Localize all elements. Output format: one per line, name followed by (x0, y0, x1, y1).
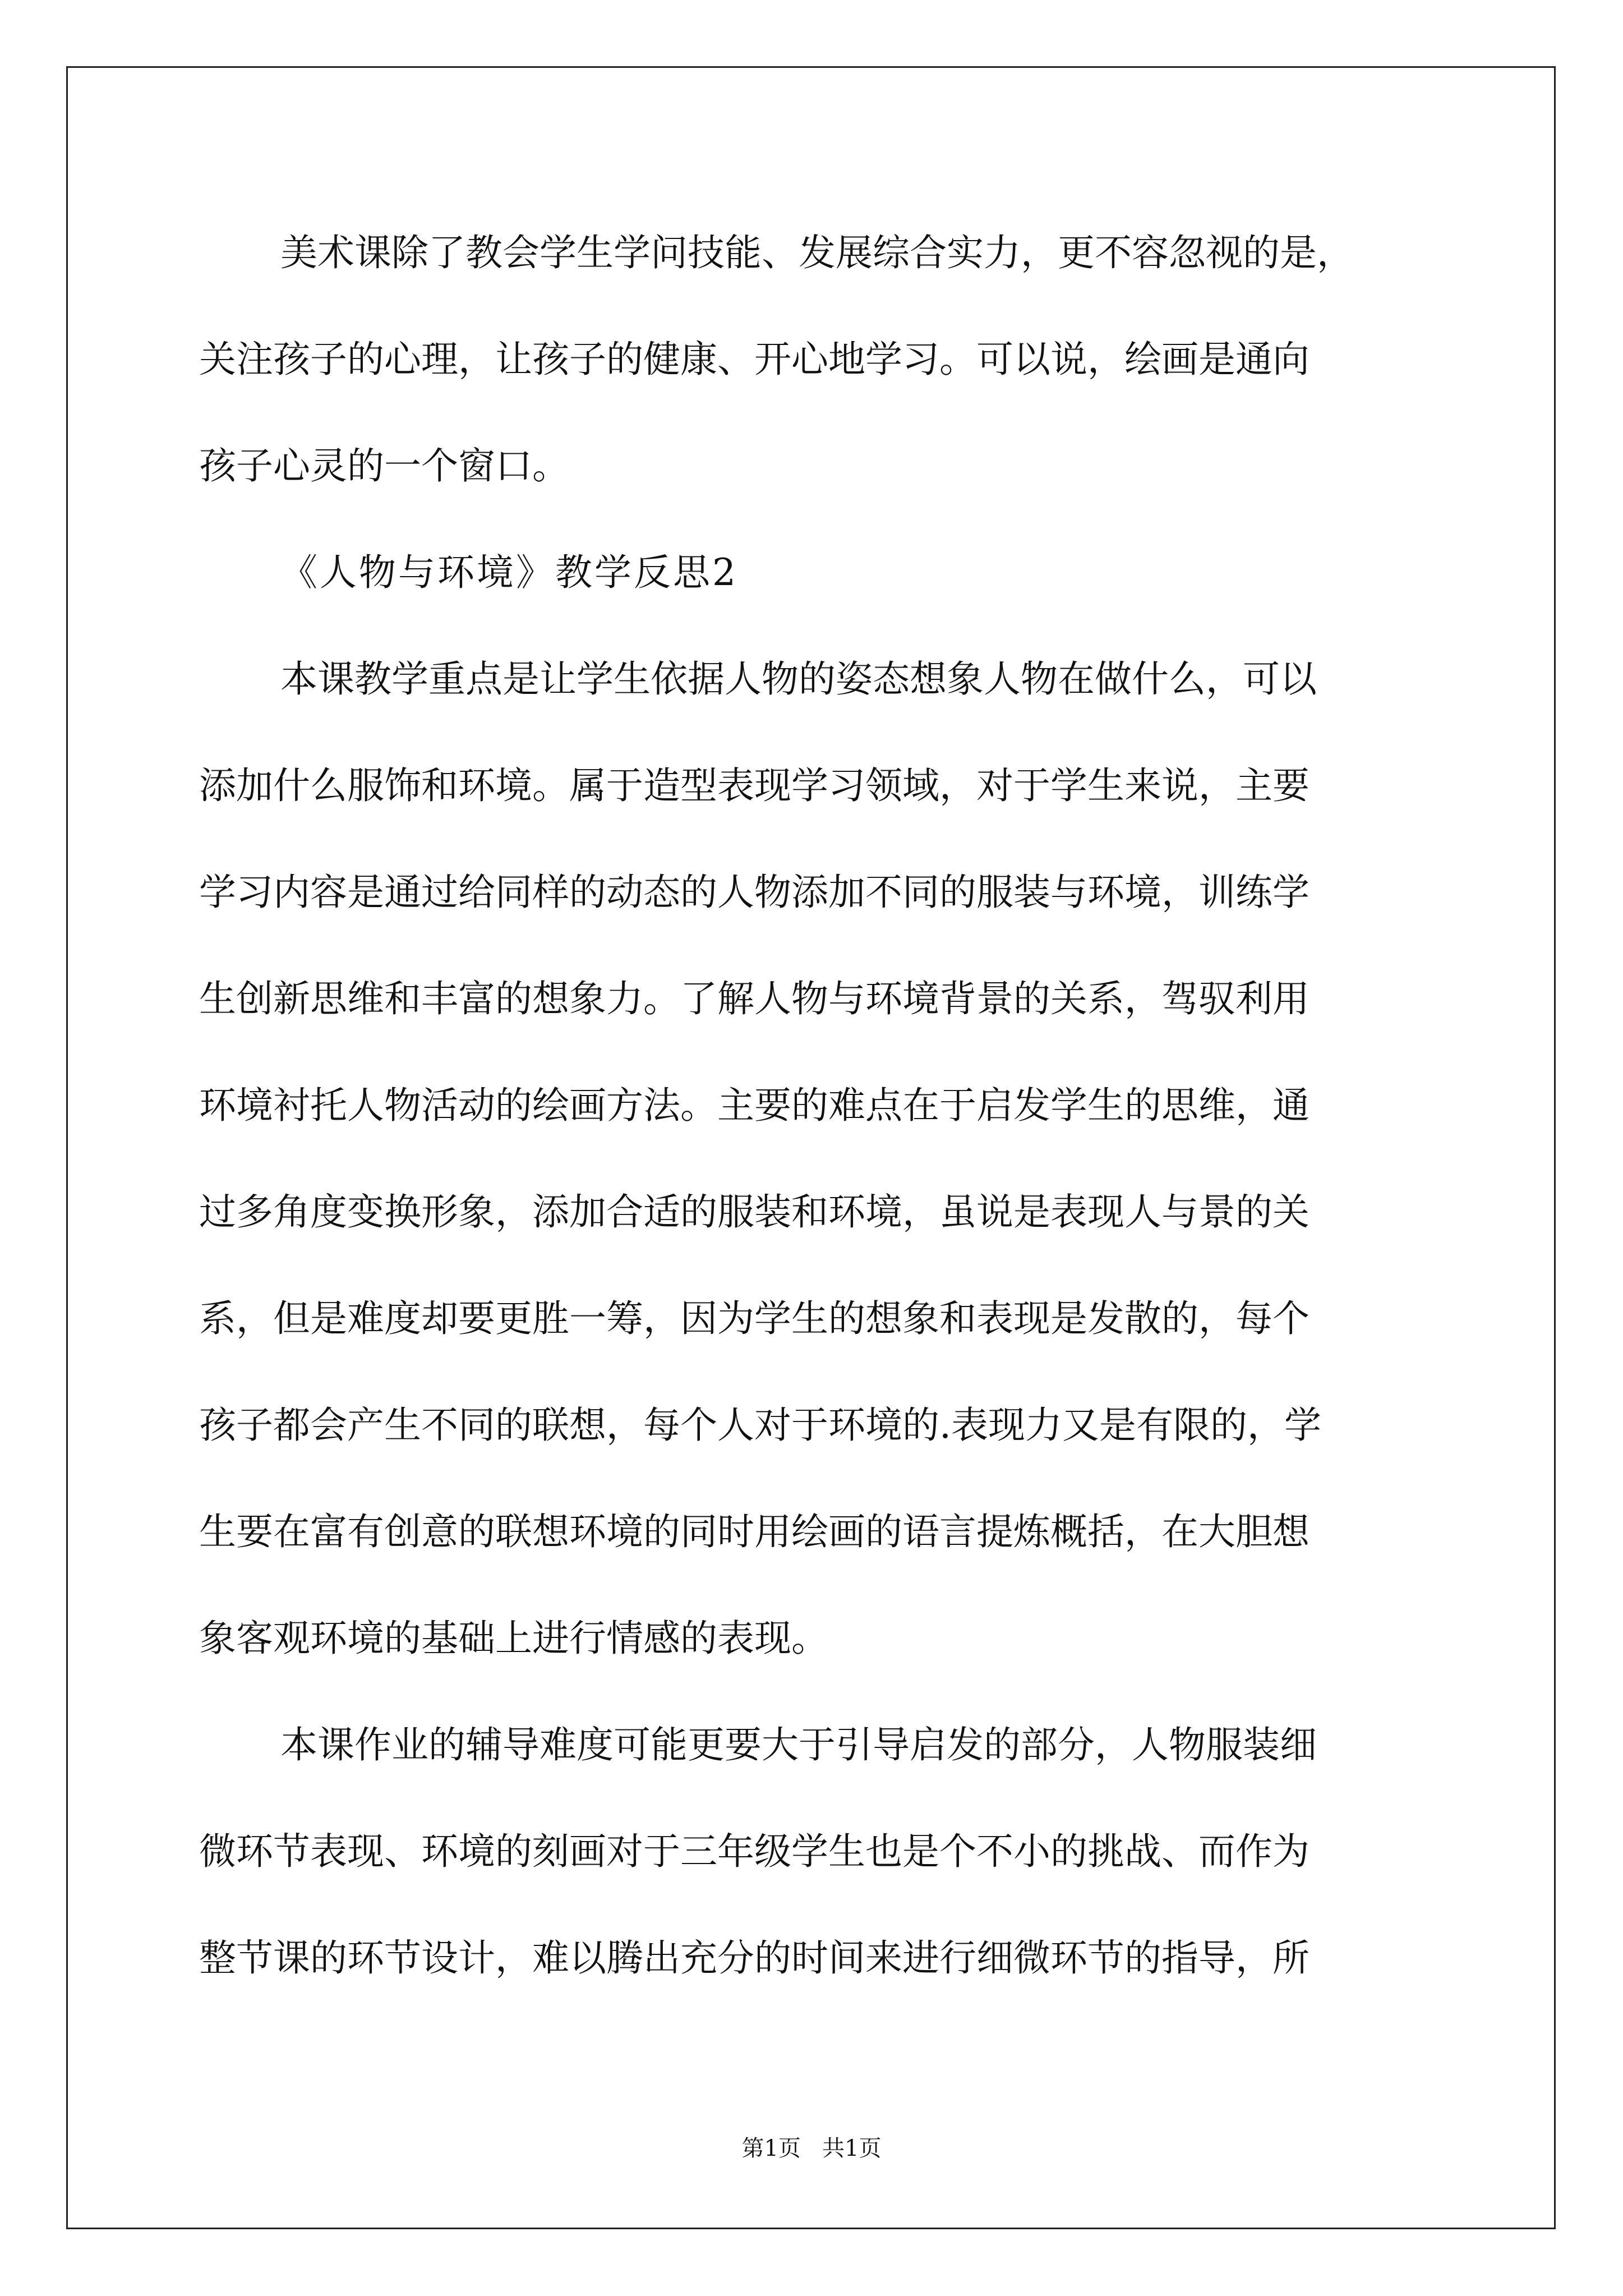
section-title: 《人物与环境》教学反思2 (280, 551, 738, 594)
text-line: 系，但是难度却要更胜一筹，因为学生的想象和表现是发散的，每个 (199, 1297, 1310, 1340)
text-line: 孩子心灵的一个窗口。 (199, 444, 569, 487)
text-line: 生创新思维和丰富的想象力。了解人物与环境背景的关系，驾驭利用 (199, 977, 1310, 1020)
text-line: 整节课的环节设计，难以腾出充分的时间来进行细微环节的指导，所 (199, 1936, 1310, 1980)
text-line: 本课教学重点是让学生依据人物的姿态想象人物在做什么，可以 (280, 657, 1317, 701)
text-line: 美术课除了教会学生学问技能、发展综合实力，更不容忽视的是， (280, 231, 1354, 274)
text-line: 添加什么服饰和环境。属于造型表现学习领域，对于学生来说，主要 (199, 764, 1310, 807)
text-line: 关注孩子的心理，让孩子的健康、开心地学习。可以说，绘画是通向 (199, 338, 1310, 381)
text-line: 过多角度变换形象，添加合适的服装和环境，虽说是表现人与景的关 (199, 1190, 1310, 1234)
page-border (66, 66, 1556, 2229)
text-line: 学习内容是通过给同样的动态的人物添加不同的服装与环境，训练学 (199, 871, 1310, 914)
text-line: 环境衬托人物活动的绘画方法。主要的难点在于启发学生的思维，通 (199, 1084, 1310, 1127)
text-line: 象客观环境的基础上进行情感的表现。 (199, 1617, 828, 1660)
text-line: 微环节表现、环境的刻画对于三年级学生也是个不小的挑战、而作为 (199, 1830, 1310, 1873)
text-line: 孩子都会产生不同的联想，每个人对于环境的.表现力又是有限的，学 (199, 1404, 1321, 1447)
text-line: 本课作业的辅导难度可能更要大于引导启发的部分，人物服装细 (280, 1723, 1317, 1766)
text-line: 生要在富有创意的联想环境的同时用绘画的语言提炼概括，在大胆想 (199, 1510, 1310, 1553)
page-number-footer: 第1页 共1页 (741, 2136, 882, 2161)
